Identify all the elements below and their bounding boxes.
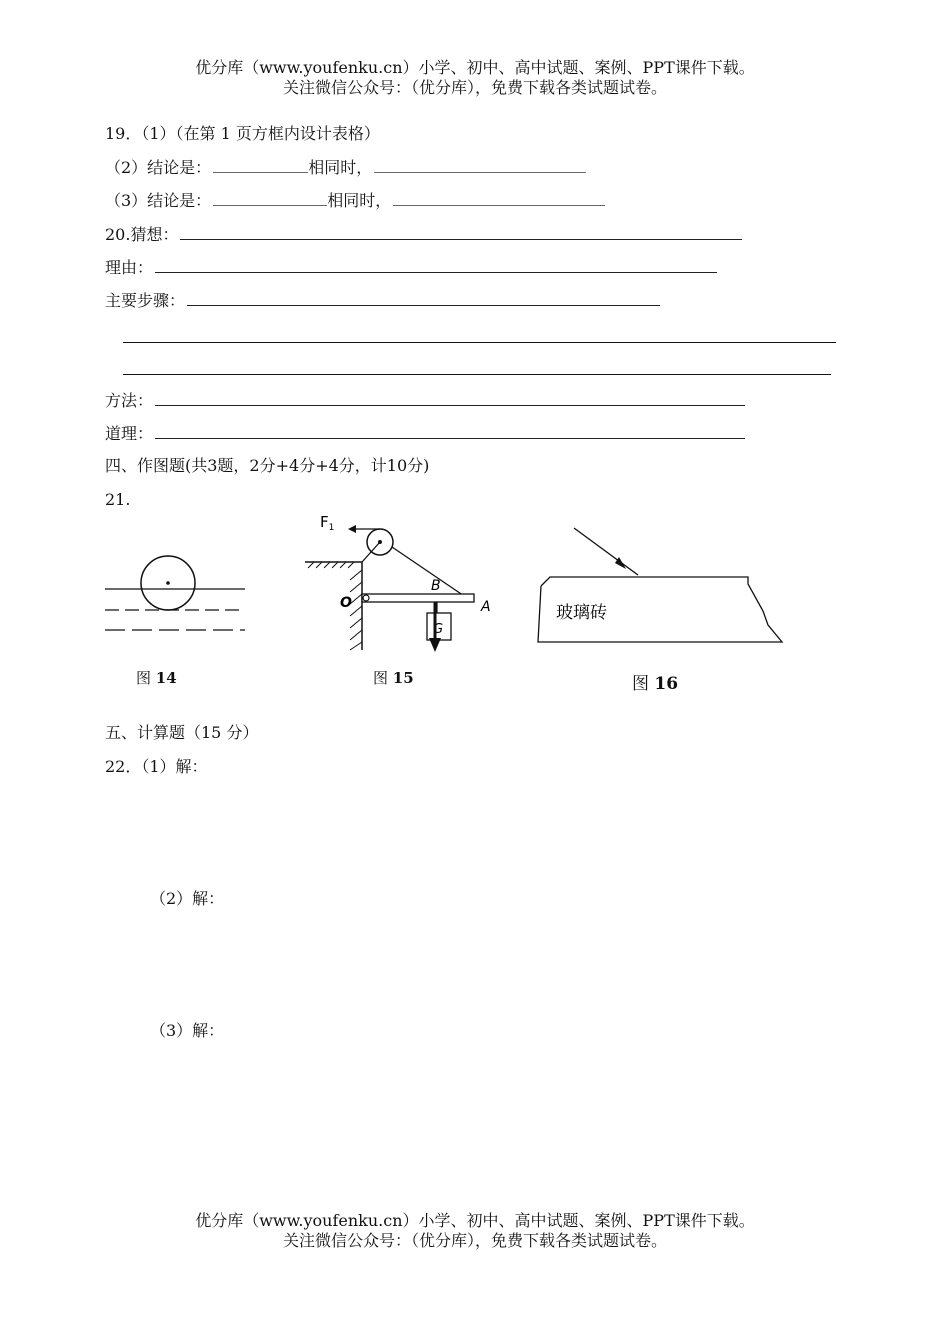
- q21-label: 21.: [105, 490, 131, 509]
- fig16-caption: [632, 669, 678, 694]
- q22-part3: （3）解：: [150, 1021, 225, 1040]
- q22-part2: （2）解：: [150, 889, 225, 908]
- fig16-caption-num: 16: [654, 674, 679, 694]
- section4-title: 四、作图题(共3题，2分+4分+4分，计10分): [105, 456, 430, 475]
- fig16-label-glass: 玻璃砖: [556, 603, 607, 623]
- q20-reason-label: 理由：: [105, 258, 154, 277]
- q20-principle-label: 道理：: [105, 424, 154, 443]
- header-line-2: 关注微信公众号：（优分库），免费下载各类试题试卷。: [282, 78, 667, 97]
- fig15-label-f: $F_1$: [320, 513, 335, 533]
- q22-part1: 22．（1）解：: [105, 757, 208, 776]
- q19-part2-blank-1[interactable]: [213, 157, 308, 173]
- q20-steps-blank[interactable]: [187, 290, 660, 306]
- footer-line-1: 优分库（www.youfenku.cn）小学、初中、高中试题、案例、PPT课件下载。: [195, 1211, 755, 1230]
- q20-steps-rule-2[interactable]: [123, 374, 831, 375]
- q20-guess: [105, 224, 742, 245]
- fig15-f1-arrow-head: [348, 525, 356, 533]
- fig14-caption-num: 14: [155, 669, 177, 687]
- fig15-pulley-bracket: [362, 542, 380, 562]
- fig15-label-a: A: [481, 599, 491, 615]
- q20-principle-blank[interactable]: [155, 423, 745, 439]
- q19-part2: [105, 157, 586, 178]
- q20-method-label: 方法：: [105, 391, 154, 410]
- q19-part3-blank-1[interactable]: [213, 190, 327, 206]
- fig15-caption: [373, 667, 414, 688]
- q19-part2-blank-2[interactable]: [374, 157, 586, 173]
- figure-16: [530, 520, 790, 650]
- fig15-lever: [362, 594, 474, 602]
- q20-reason-blank[interactable]: [155, 257, 717, 273]
- q20-method-blank[interactable]: [155, 390, 745, 406]
- fig15-caption-prefix: 图: [373, 669, 393, 687]
- q20-principle: [105, 423, 745, 444]
- q20-reason: [105, 257, 717, 278]
- fig16-caption-prefix: 图: [632, 674, 655, 694]
- figure-14: [100, 555, 250, 635]
- fig15-label-g: G: [433, 622, 444, 637]
- fig16-light-ray: [574, 528, 638, 575]
- q19-part3-prefix: （3）结论是：: [105, 191, 212, 210]
- fig14-caption: [136, 667, 177, 688]
- q19-part3-blank-2[interactable]: [393, 190, 605, 206]
- figure-15: [300, 505, 500, 655]
- q20-guess-label: 20.猜想：: [105, 225, 179, 244]
- q20-guess-blank[interactable]: [180, 224, 742, 240]
- fig15-caption-num: 15: [392, 669, 414, 687]
- fig15-ceiling-hatch: [308, 562, 354, 568]
- fig14-center-dot: [166, 581, 170, 585]
- q19-part2-prefix: （2）结论是：: [105, 158, 212, 177]
- fig15-label-o: O: [340, 595, 352, 611]
- q19-part3-mid: 相同时，: [327, 191, 392, 210]
- header-line-1: 优分库（www.youfenku.cn）小学、初中、高中试题、案例、PPT课件下载。: [195, 58, 755, 77]
- q20-steps: [105, 290, 660, 311]
- fig15-pivot: [363, 595, 369, 601]
- q19-part1: 19．（1）（在第 1 页方框内设计表格）: [105, 124, 380, 143]
- q19-part3: [105, 190, 605, 211]
- footer-line-2: 关注微信公众号：（优分库），免费下载各类试题试卷。: [282, 1231, 667, 1250]
- q20-steps-label: 主要步骤：: [105, 291, 186, 310]
- q20-steps-rule-1[interactable]: [123, 342, 836, 343]
- fig15-label-b: B: [431, 578, 441, 594]
- fig14-caption-prefix: 图: [136, 669, 156, 687]
- fig15-gravity-arrow-head: [429, 638, 441, 652]
- q19-part2-mid: 相同时，: [308, 158, 373, 177]
- q20-method: [105, 390, 745, 411]
- section5-title: 五、计算题（15 分）: [105, 723, 259, 742]
